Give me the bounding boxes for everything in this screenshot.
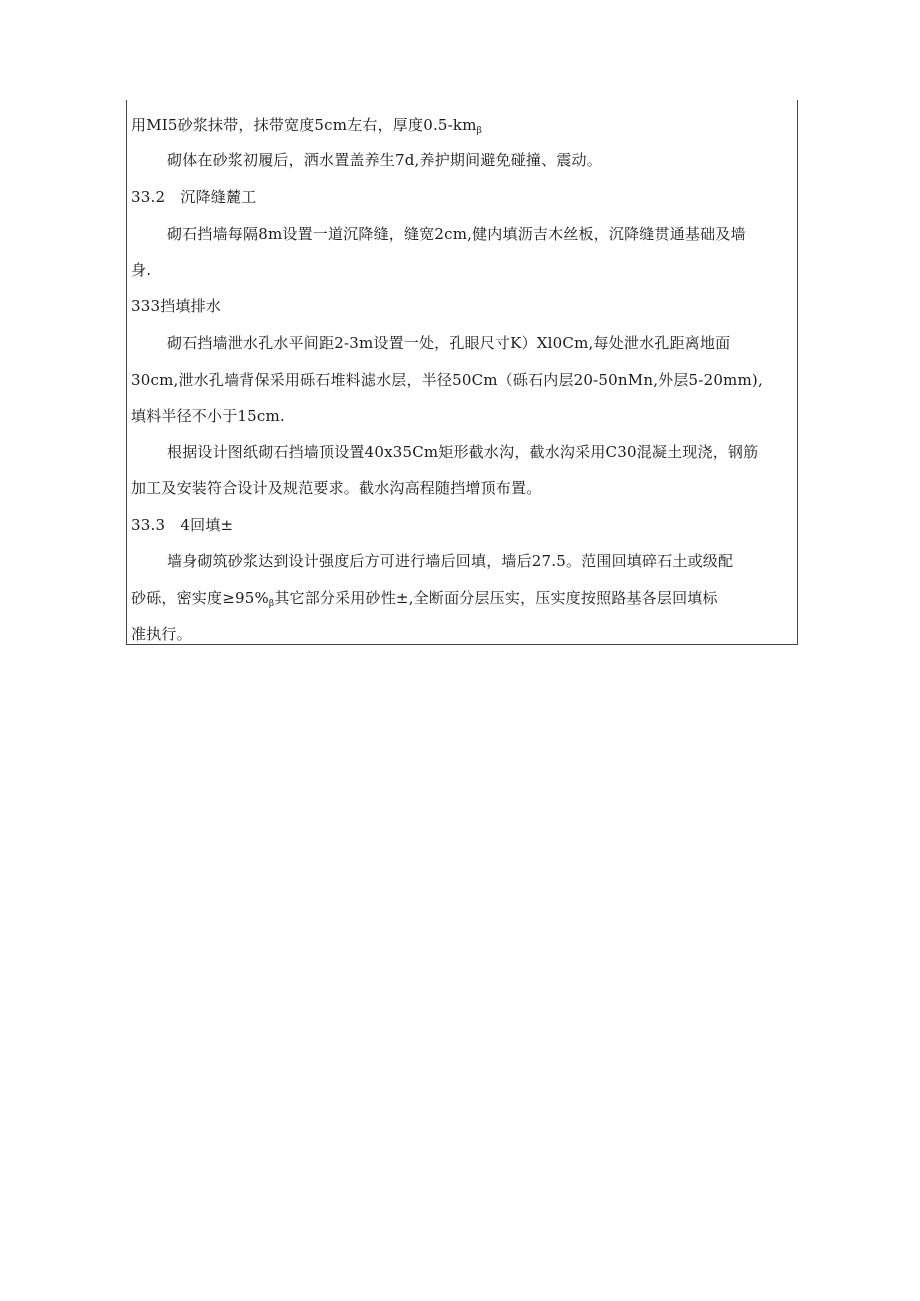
paragraph-line: 加工及安装符合设计及规范要求。截水沟高程随挡增顶布置。 [131, 479, 542, 497]
paragraph-line: 砂砾，密实度$\ge 95\%_\beta$其它部分采用砂性±,全断面分层压实，压实度按照路基各层回填标 [131, 589, 718, 609]
section-heading: 33.3 4回填± [131, 516, 234, 534]
paragraph-line: 30cm,泄水孔墙背保采用砾石堆料滤水层，半径50Cm（砾石内层20-50nMn,外层5-20mm), [131, 371, 763, 389]
paragraph-line: 准执行。 [131, 625, 192, 643]
paragraph-line: 填料半径不小于15cm. [131, 407, 285, 425]
paragraph-line: 砌石挡墙每隔8m设置一道沉降缝，缝宽2cm,健内填沥吉木丝板，沉降缝贯通基础及墙 [167, 225, 746, 243]
section-heading: 333挡填排水 [131, 297, 222, 315]
paragraph-line: 墙身砌筑砂浆达到设计强度后方可进行墙后回填，墙后27.5。范围回填碎石土或级配 [167, 552, 734, 570]
section-heading: 33.2 沉降缝麓工 [131, 188, 257, 206]
paragraph-line: 砌石挡墙泄水孔水平间距2-3m设置一处，孔眼尺寸K）Xl0Cm,每处泄水孔距离地面 [167, 334, 731, 352]
paragraph-line: 用MI5砂浆抹带，抹带宽度5cm左右，厚度$0.5-km_\beta$ [131, 116, 483, 136]
content-frame [126, 100, 798, 645]
paragraph-line: 身. [131, 261, 152, 279]
paragraph-line: 根据设计图纸砌石挡墙顶设置40x35Cm矩形截水沟，截水沟采用C30混凝土现浇，钢筋 [167, 443, 759, 461]
paragraph-line: 砌体在砂浆初履后，洒水置盖养生7d,养护期间避免碰撞、震动。 [167, 151, 602, 169]
